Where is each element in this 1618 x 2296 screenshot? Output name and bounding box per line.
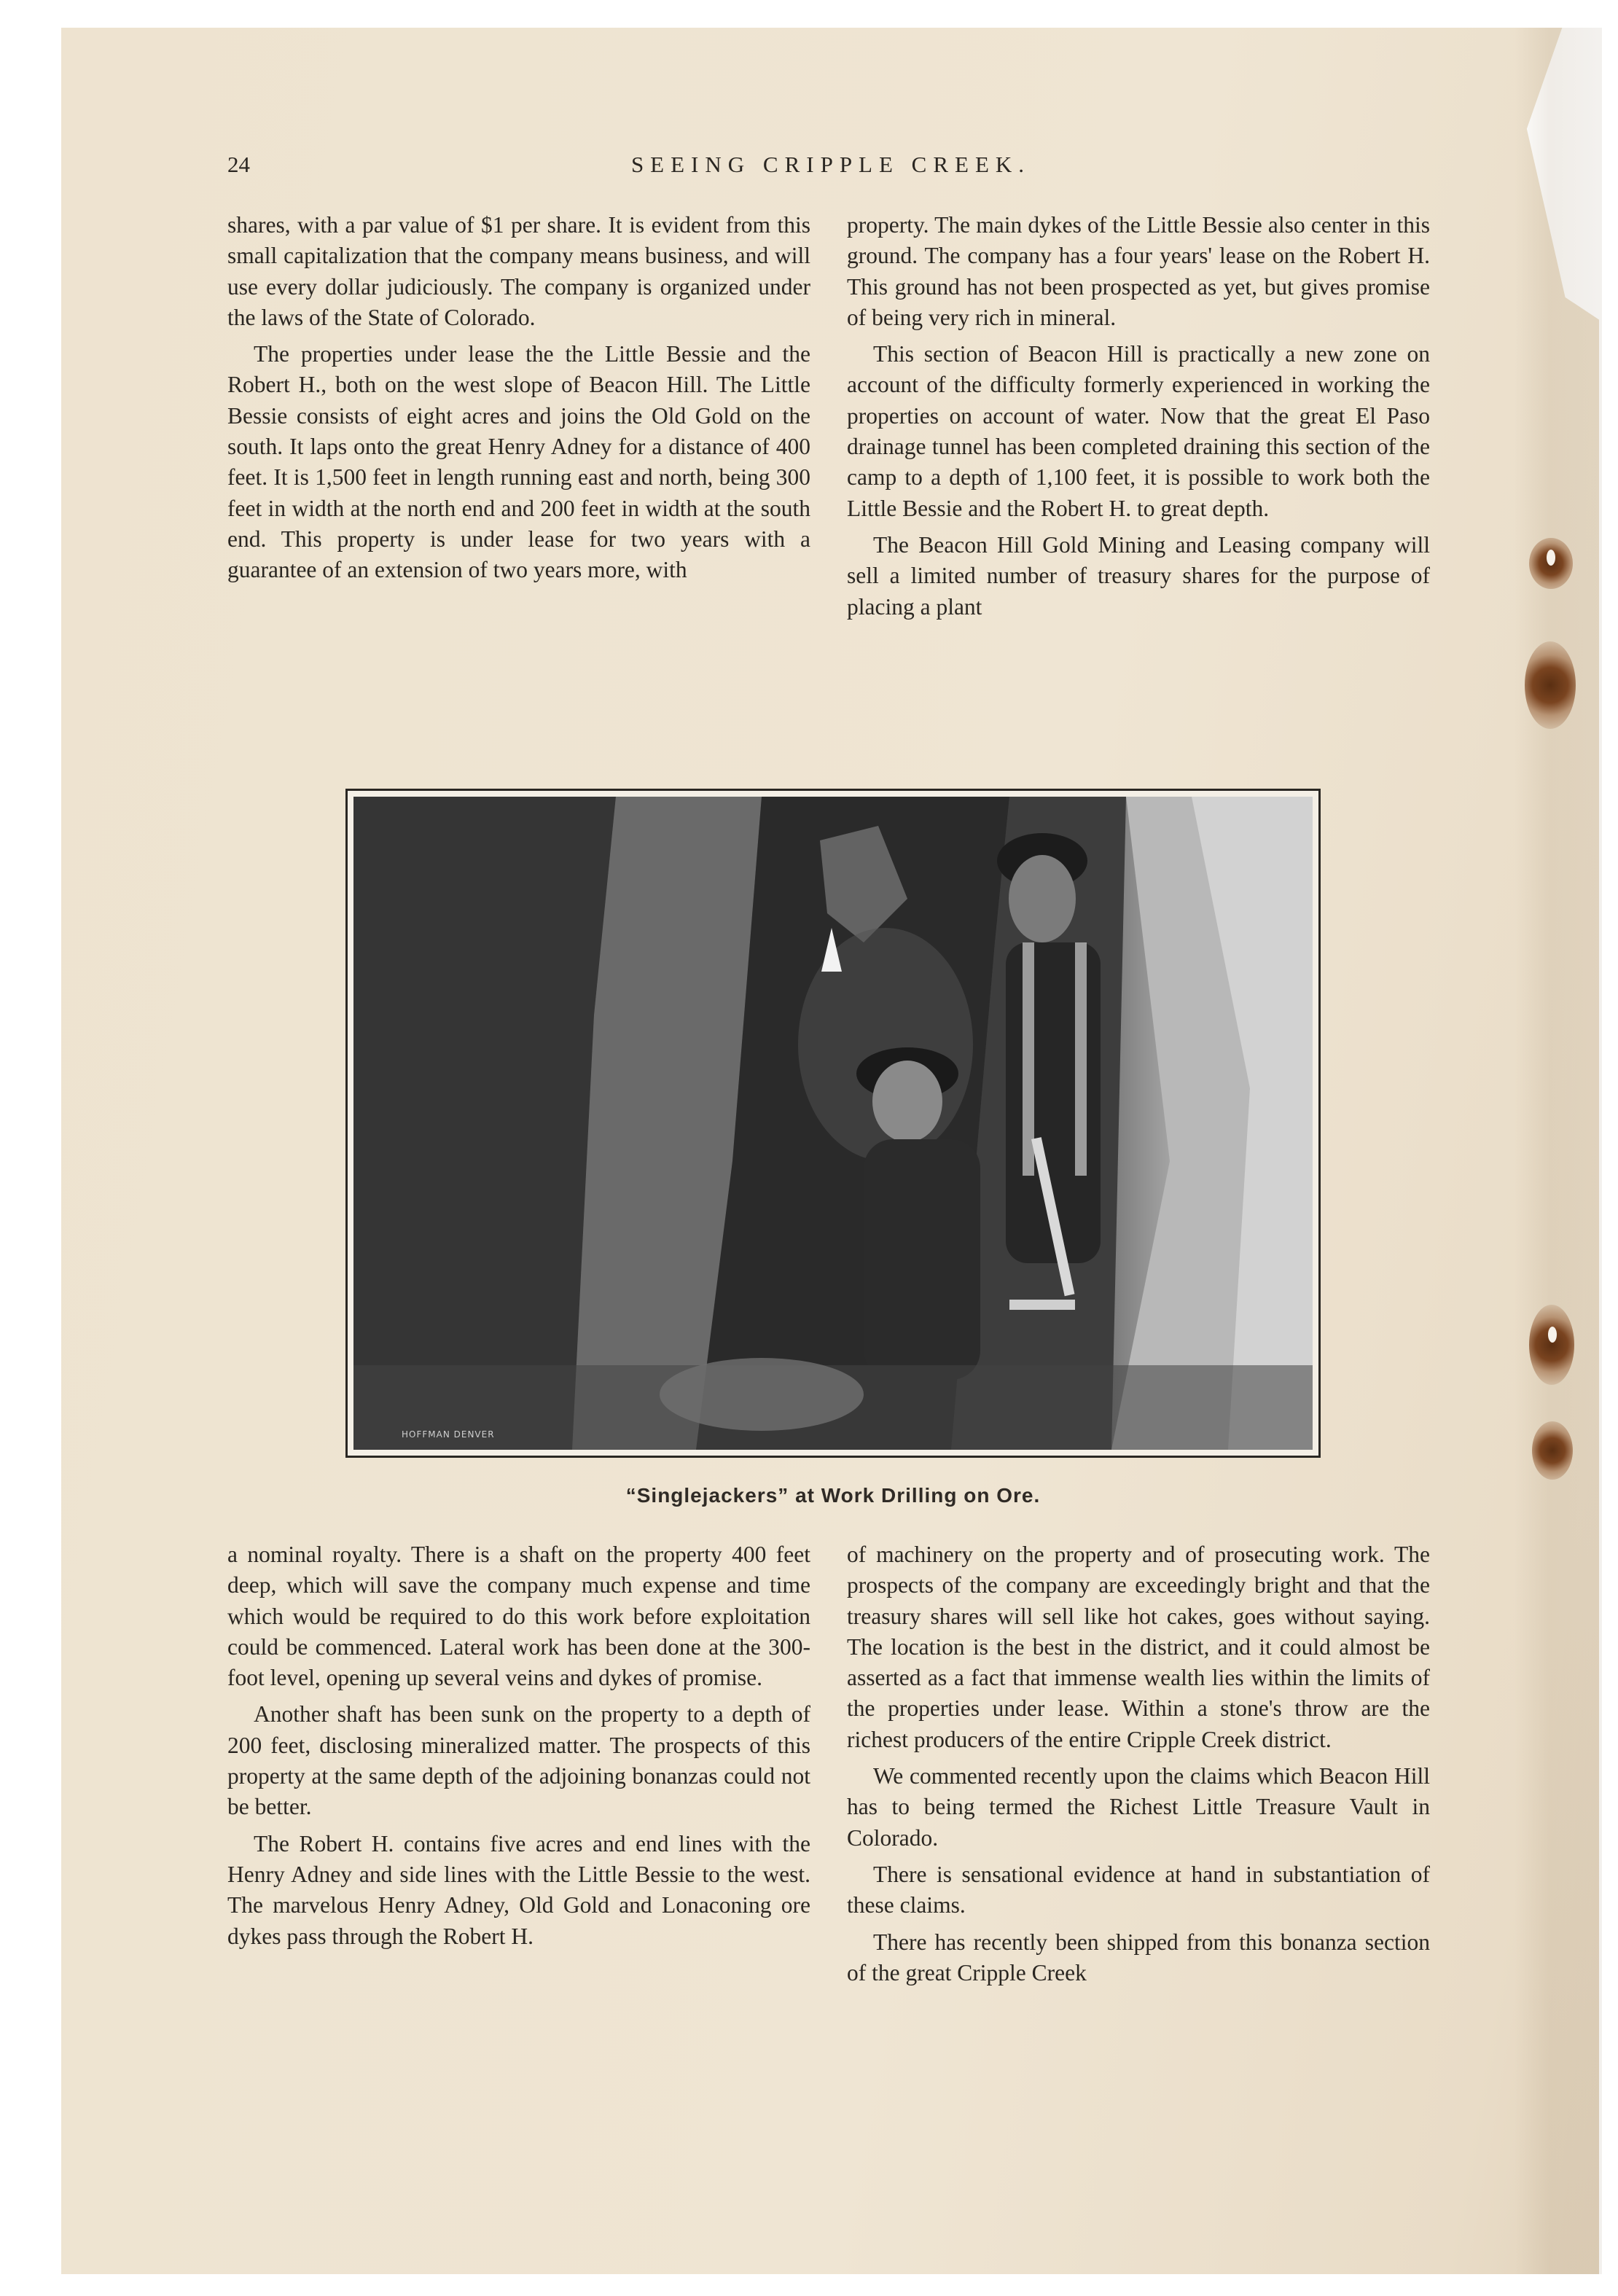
mine-photograph (353, 797, 1313, 1450)
photo-illustration (353, 797, 1313, 1450)
paragraph: The Robert H. contains five acres and end lines with the Henry Adney and side lines with the Little Bessie to the west. The marvelous Henry Adney, Old Gold and Lonaconing ore dykes pass through the Robert H. (227, 1830, 810, 1949)
paragraph: Another shaft has been sunk on the property to a depth of 200 feet, disclosing mineralized matter. The prospects of this property at the same depth of the adjoining bonanzas could not be better. (227, 1701, 810, 1820)
paragraph: We commented recently upon the claims which Beacon Hill has to being termed the Richest Little Treasure Vault in Colorado. (847, 1763, 1430, 1851)
photograph-frame (345, 789, 1321, 1458)
page-number: 24 (227, 152, 250, 177)
paragraph: of machinery on the property and of prosecuting work. The prospects of the company are exceedingly bright and that the treasury shares will sell like hot cakes, goes without saying. The location is the best in the district, and it could almost be asserted as a fact that immense wealth lies within the limits of the properties under lease. Within a stone's throw are the richest producers of the entire Cripple Creek district. (847, 1542, 1430, 1752)
binding-hole (1548, 1327, 1557, 1343)
paragraph: The properties under lease the the Little Bessie and the Robert H., both on the west slope of Beacon Hill. The Little Bessie consists of eight acres and joins the Old Gold on the south. It laps onto the great Henry Adney for a distance of 400 feet. It is 1,500 feet in length running east and north, being 300 feet in width at the north end and 200 feet in width at the south end. This property is under lease for two years with a guarantee of an extension of two years more, with (227, 341, 810, 583)
paragraph: There is sensational evidence at hand in substantiation of these claims. (847, 1861, 1430, 1918)
paragraph: shares, with a par value of $1 per share. It is evident from this small capitalization that the company means business, and will use every dollar judiciously. The company is organized under the laws of the State of Colorado. (227, 212, 810, 330)
page-spine-shadow (1515, 28, 1602, 2274)
paragraph: The Beacon Hill Gold Mining and Leasing company will sell a limited number of treasury shares for the purpose of placing a plant (847, 531, 1430, 620)
text-column-bottom-left (227, 1539, 810, 1952)
photo-credit: HOFFMAN DENVER (402, 1429, 495, 1440)
rust-stain (1529, 1305, 1574, 1385)
text-column-bottom-right (847, 1539, 1430, 1988)
binding-hole (1547, 550, 1555, 566)
text-column-top-right (847, 210, 1430, 622)
running-head: SEEING CRIPPLE CREEK. (630, 152, 1031, 177)
rust-stain (1532, 1421, 1573, 1480)
paragraph: There has recently been shipped from this bonanza section of the great Cripple Creek (847, 1929, 1430, 1985)
paragraph: property. The main dykes of the Little Bessie also center in this ground. The company has a four years' lease on the Robert H. This ground has not been prospected as yet, but gives promise of being very rich in mineral. (847, 212, 1430, 330)
paragraph: This section of Beacon Hill is practically a new zone on account of the difficulty formerly experienced in working the properties on account of water. Now that the great El Paso drainage tunnel has been completed draining this section of the camp to a depth of 1,100 feet, it is possible to work both the Little Bessie and the Robert H. to great depth. (847, 341, 1430, 521)
paragraph: a nominal royalty. There is a shaft on the property 400 feet deep, which will save the company much expense and time which would be required to do this work before exploitation could be commenced. Lateral work has been done at the 300-foot level, opening up several veins and dykes of promise. (227, 1542, 810, 1691)
text-column-top-left (227, 210, 810, 586)
rust-stain (1525, 641, 1576, 729)
photo-caption: “Singlejackers” at Work Drilling on Ore. (625, 1484, 1041, 1507)
